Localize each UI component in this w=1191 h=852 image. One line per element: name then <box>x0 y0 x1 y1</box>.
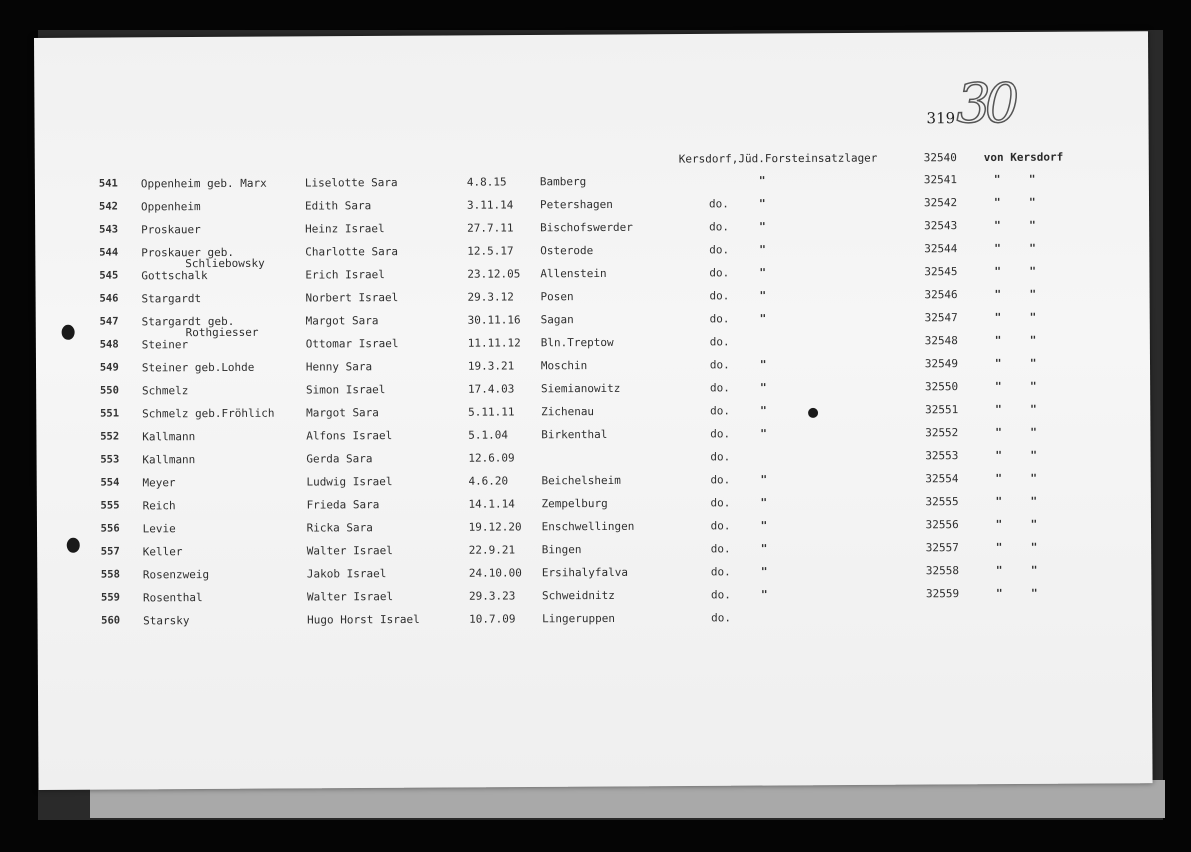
surname: Steiner geb.Lohde <box>141 360 255 375</box>
ditto-mark: " <box>995 425 1002 439</box>
prisoner-number: 32548 <box>924 334 958 348</box>
ditto-mark: " <box>1030 448 1037 462</box>
surname-continued: Schliebowsky <box>185 256 265 271</box>
birth-date: 14.1.14 <box>468 497 515 511</box>
surname-continued: Rothgiesser <box>185 325 259 340</box>
birth-date: 12.5.17 <box>467 244 514 258</box>
surname: Steiner <box>141 338 189 352</box>
page-number: 319 <box>926 109 956 128</box>
ditto-mark: " <box>759 312 767 326</box>
given-names: Erich Israel <box>305 268 385 282</box>
birth-date: 10.7.09 <box>469 612 516 626</box>
birth-date: 23.12.05 <box>467 267 521 281</box>
ditto-mark: " <box>993 172 1001 186</box>
camp-ditto: do. <box>710 542 731 556</box>
ditto-mark: " <box>1028 172 1036 186</box>
camp-ditto: do. <box>710 588 731 602</box>
surname: Oppenheim <box>140 200 201 214</box>
birth-date: 11.11.12 <box>467 336 521 350</box>
camp-title: Kersdorf,Jüd.Forsteinsatzlager <box>678 151 878 166</box>
prisoner-number: 32544 <box>924 242 958 256</box>
ditto-mark: " <box>995 494 1003 508</box>
birth-place: Bingen <box>541 543 582 557</box>
birth-place: Birkenthal <box>541 427 608 442</box>
birth-place: Bischofswerder <box>540 220 633 235</box>
birth-date: 3.11.14 <box>466 198 514 212</box>
camp-ditto: do. <box>710 519 731 533</box>
given-names: Ludwig Israel <box>306 475 393 489</box>
ditto-mark: " <box>760 404 767 418</box>
prisoner-number: 32547 <box>924 311 958 325</box>
ditto-mark: " <box>993 195 1001 209</box>
ditto-mark: " <box>759 358 767 372</box>
ditto-mark: " <box>1029 287 1037 301</box>
surname: Kallmann <box>142 430 196 444</box>
birth-date: 29.3.23 <box>468 589 516 603</box>
ditto-mark: " <box>759 220 766 234</box>
given-names: Walter Israel <box>306 544 393 558</box>
given-names: Norbert Israel <box>305 291 399 305</box>
birth-place: Ersihalyfalva <box>541 565 629 580</box>
prisoner-number: 32552 <box>925 426 959 440</box>
prisoner-number: 32541 <box>923 173 958 187</box>
camp-ditto: do. <box>708 197 729 211</box>
ditto-mark: " <box>995 402 1002 416</box>
row-number: 560 <box>101 614 121 627</box>
birth-date: 22.9.21 <box>468 543 516 557</box>
ditto-mark: " <box>994 356 1002 370</box>
camp-ditto: do. <box>709 381 730 395</box>
birth-place: Schweidnitz <box>541 588 615 603</box>
ditto-mark: " <box>1030 517 1038 531</box>
ditto-mark: " <box>1030 494 1038 508</box>
birth-place: Enschwellingen <box>541 519 635 534</box>
row-number: 548 <box>99 338 119 351</box>
row-number: 543 <box>99 223 119 236</box>
ditto-mark: " <box>1029 379 1037 393</box>
birth-date: 4.6.20 <box>468 474 509 488</box>
camp-ditto: do. <box>710 496 731 510</box>
row-number: 549 <box>99 361 119 374</box>
surname: Rosenthal <box>142 591 203 605</box>
birth-place: Bamberg <box>539 175 587 189</box>
birth-date: 4.8.15 <box>466 175 507 189</box>
ditto-mark: " <box>759 266 766 280</box>
prisoner-number: 32542 <box>923 196 958 210</box>
birth-place: Zempelburg <box>541 496 608 511</box>
given-names: Liselotte Sara <box>304 176 398 190</box>
row-number: 545 <box>99 269 119 282</box>
birth-place: Moschin <box>540 359 588 373</box>
handwritten-page-number: 30 <box>956 71 1014 136</box>
prisoner-number: 32543 <box>924 219 958 233</box>
prisoner-number: 32553 <box>925 449 959 463</box>
row-number: 559 <box>100 591 121 604</box>
ditto-mark: " <box>758 197 766 211</box>
ditto-mark: " <box>1030 540 1038 554</box>
surname: Rosenzweig <box>142 568 210 582</box>
surname: Stargardt <box>141 292 202 306</box>
camp-ditto: do. <box>709 243 730 257</box>
ditto-mark: " <box>995 517 1003 531</box>
camp-ditto: do. <box>709 289 730 303</box>
birth-place: Zichenau <box>541 405 595 419</box>
camp-ditto: do. <box>710 427 731 441</box>
given-names: Henny Sara <box>305 360 373 374</box>
ditto-mark: " <box>760 565 768 579</box>
surname: Gottschalk <box>141 269 208 283</box>
ditto-mark: " <box>995 563 1003 577</box>
surname: Keller <box>142 545 183 559</box>
birth-place: Siemianowitz <box>540 381 621 396</box>
given-names: Walter Israel <box>306 590 394 604</box>
given-names: Simon Israel <box>305 383 386 397</box>
prisoner-number: 32545 <box>924 265 958 279</box>
row-number: 554 <box>100 476 120 489</box>
row-number: 544 <box>99 246 119 259</box>
row-number: 552 <box>100 430 120 443</box>
camp-ditto: do. <box>709 312 730 326</box>
first-prisoner-number: 32540 <box>923 151 957 165</box>
punch-hole <box>67 538 80 553</box>
ditto-mark: " <box>760 542 768 556</box>
ditto-mark: " <box>994 379 1002 393</box>
given-names: Ricka Sara <box>306 521 373 535</box>
prisoner-number: 32550 <box>924 380 959 394</box>
given-names: Frieda Sara <box>306 498 380 512</box>
ditto-mark: " <box>760 473 768 487</box>
ditto-mark: " <box>1029 241 1036 255</box>
birth-place: Bln.Treptow <box>540 335 614 350</box>
prisoner-number: 32554 <box>925 472 959 486</box>
ditto-mark: " <box>995 448 1002 462</box>
ditto-mark: " <box>759 289 767 303</box>
ditto-mark: " <box>760 496 768 510</box>
ditto-mark: " <box>759 243 766 257</box>
row-number: 557 <box>100 545 120 558</box>
birth-date: 17.4.03 <box>467 382 515 396</box>
birth-date: 29.3.12 <box>467 290 514 304</box>
row-number: 541 <box>98 177 118 190</box>
given-names: Hugo Horst Israel <box>307 612 420 627</box>
punch-hole <box>62 325 75 340</box>
ink-blot <box>808 408 818 418</box>
ditto-mark: " <box>760 519 768 533</box>
ditto-mark: " <box>995 540 1003 554</box>
ditto-mark: " <box>995 471 1003 485</box>
given-names: Edith Sara <box>304 199 372 213</box>
given-names: Gerda Sara <box>306 452 373 466</box>
ditto-mark: " <box>1028 195 1036 209</box>
ditto-mark: " <box>760 427 767 441</box>
birth-date: 24.10.00 <box>468 566 522 580</box>
ditto-mark: " <box>994 218 1001 232</box>
transfer-label: von Kersdorf <box>983 150 1064 164</box>
surname: Proskauer <box>141 223 201 237</box>
given-names: Charlotte Sara <box>305 245 398 259</box>
birth-place: Sagan <box>540 313 574 327</box>
ditto-mark: " <box>759 381 767 395</box>
row-number: 556 <box>100 522 120 535</box>
birth-date: 30.11.16 <box>467 313 521 327</box>
camp-ditto: do. <box>710 450 731 464</box>
ditto-mark: " <box>994 264 1001 278</box>
camp-ditto: do. <box>709 358 730 372</box>
surname: Reich <box>142 499 176 513</box>
birth-date: 12.6.09 <box>468 451 515 465</box>
camp-ditto: do. <box>709 266 730 280</box>
ditto-mark: " <box>994 287 1002 301</box>
ditto-mark: " <box>1029 356 1037 370</box>
ditto-mark: " <box>1030 586 1038 600</box>
birth-place: Beichelsheim <box>541 473 621 488</box>
ditto-mark: " <box>994 241 1001 255</box>
prisoner-number: 32557 <box>925 541 959 555</box>
camp-ditto: do. <box>710 473 731 487</box>
camp-ditto: do. <box>709 335 730 349</box>
ditto-mark: " <box>1030 402 1037 416</box>
surname: Stargardt geb. <box>141 314 235 329</box>
surname: Schmelz geb.Fröhlich <box>142 406 275 421</box>
camp-ditto: do. <box>711 611 732 625</box>
ditto-mark: " <box>1029 333 1037 347</box>
ditto-mark: " <box>758 174 766 188</box>
surname: Starsky <box>143 614 190 628</box>
row-number: 550 <box>99 384 119 397</box>
given-names: Margot Sara <box>305 314 379 328</box>
birth-date: 19.12.20 <box>468 520 522 534</box>
given-names: Jakob Israel <box>306 567 387 581</box>
camp-ditto: do. <box>710 404 730 418</box>
camp-ditto: do. <box>709 220 730 234</box>
prisoner-number: 32559 <box>925 587 960 601</box>
prisoner-number: 32549 <box>924 357 958 371</box>
row-number: 542 <box>98 200 118 213</box>
birth-date: 5.11.11 <box>468 405 515 419</box>
ditto-mark: " <box>995 586 1003 600</box>
surname: Meyer <box>142 476 176 490</box>
prisoner-number: 32546 <box>924 288 958 302</box>
ditto-mark: " <box>1030 563 1038 577</box>
surname: Levie <box>142 522 176 536</box>
given-names: Ottomar Israel <box>305 337 399 351</box>
given-names: Heinz Israel <box>305 222 385 236</box>
birth-place: Allenstein <box>540 266 607 281</box>
surname: Kallmann <box>142 453 196 467</box>
birth-place: Petershagen <box>539 197 613 212</box>
ditto-mark: " <box>994 310 1002 324</box>
given-names: Margot Sara <box>306 406 379 420</box>
row-number: 553 <box>100 453 120 466</box>
prisoner-number: 32555 <box>925 495 959 509</box>
row-number: 558 <box>100 568 120 581</box>
row-number: 551 <box>100 407 120 420</box>
row-number: 555 <box>100 499 120 512</box>
birth-date: 27.7.11 <box>467 221 514 235</box>
birth-place: Posen <box>540 290 574 304</box>
given-names: Alfons Israel <box>306 429 393 443</box>
surname: Proskauer geb. <box>141 245 234 260</box>
prisoner-number: 32558 <box>925 564 960 578</box>
prisoner-number: 32551 <box>925 403 959 417</box>
surname: Schmelz <box>141 384 189 398</box>
ditto-mark: " <box>1029 264 1036 278</box>
row-number: 546 <box>99 292 119 305</box>
birth-place: Osterode <box>540 244 594 258</box>
birth-place: Lingeruppen <box>542 611 616 626</box>
ditto-mark: " <box>994 333 1002 347</box>
ditto-mark: " <box>760 588 768 602</box>
ditto-mark: " <box>1030 425 1037 439</box>
ditto-mark: " <box>1029 218 1036 232</box>
birth-date: 5.1.04 <box>468 428 508 442</box>
ditto-mark: " <box>1030 471 1038 485</box>
birth-date: 19.3.21 <box>467 359 515 373</box>
ditto-mark: " <box>1029 310 1037 324</box>
surname: Oppenheim geb. Marx <box>140 176 267 191</box>
prisoner-number: 32556 <box>925 518 959 532</box>
row-number: 547 <box>99 315 119 328</box>
camp-ditto: do. <box>710 565 731 579</box>
